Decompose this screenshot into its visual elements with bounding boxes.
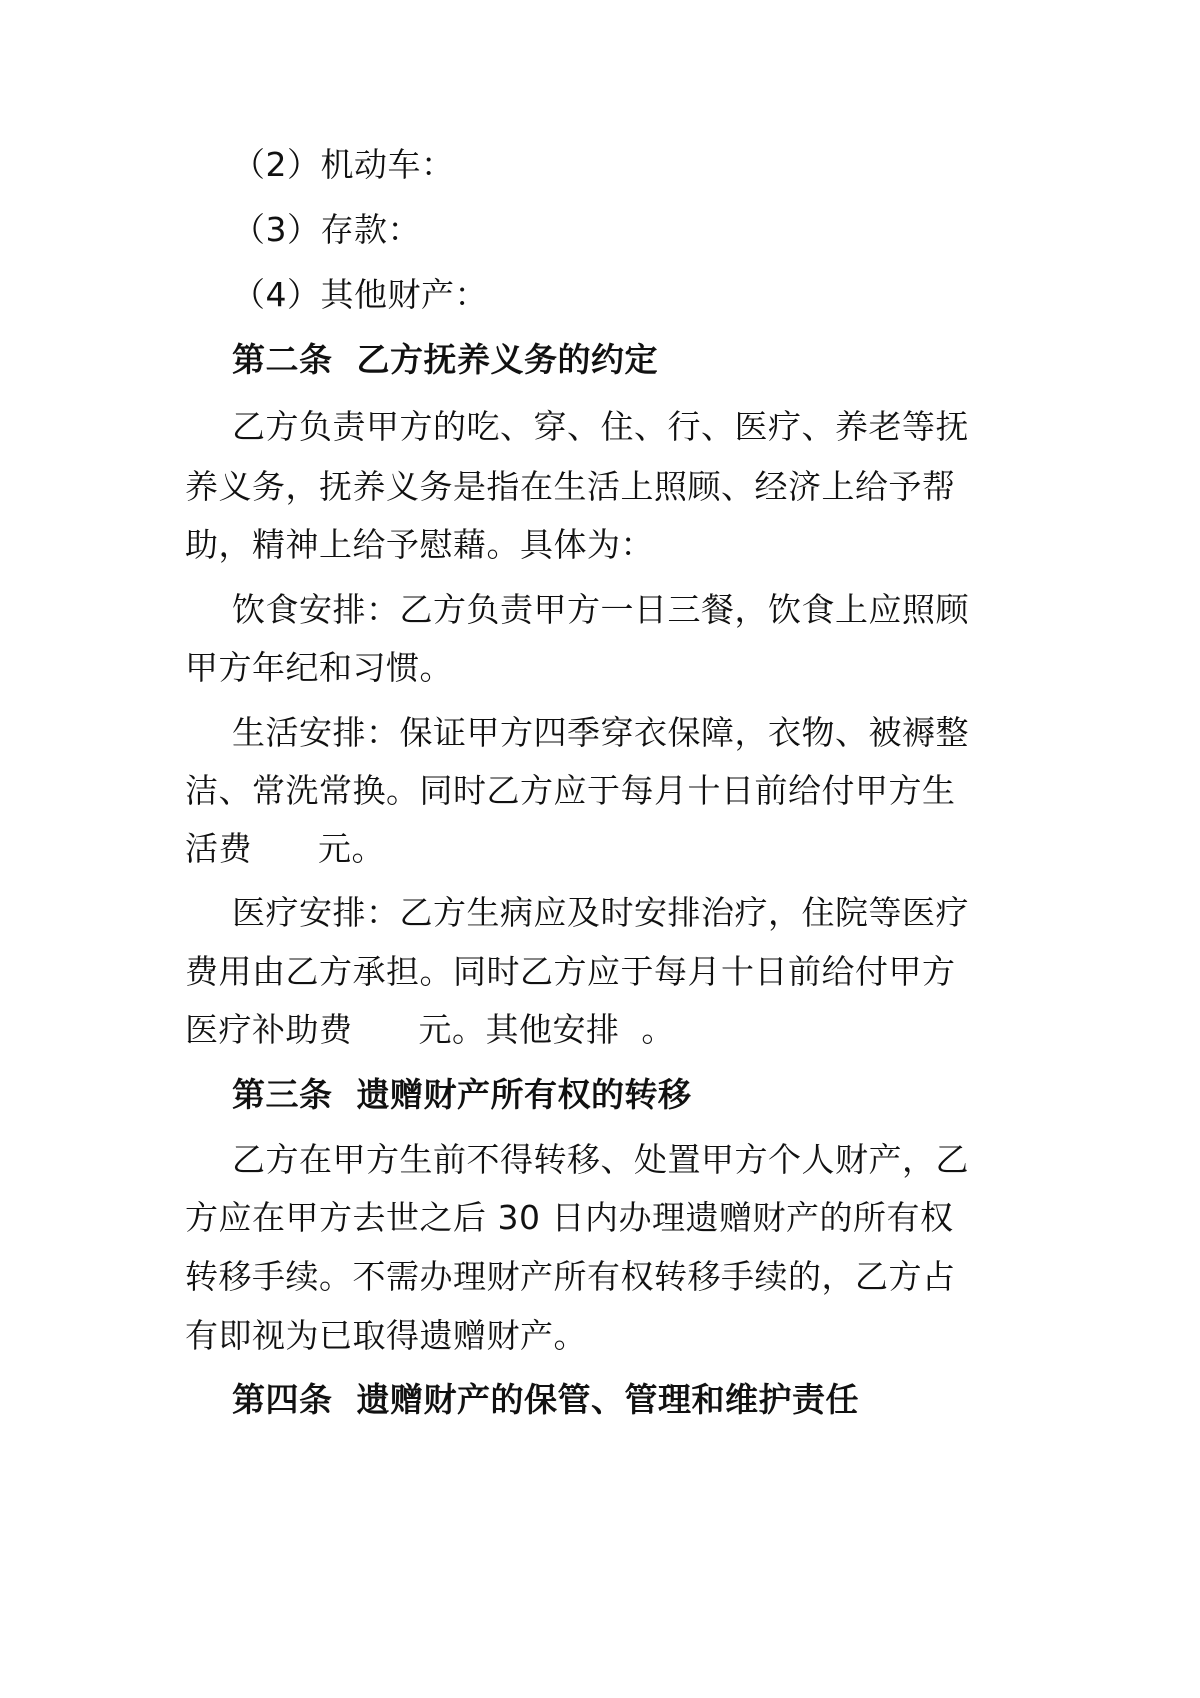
living-arrangement-line: 洁、常洗常换。同时乙方应于每月十日前给付甲方生 [185, 771, 956, 810]
article-3-body-line: 方应在甲方去世之后 30 日内办理遗赠财产的所有权 [185, 1198, 954, 1237]
item-deposits: （3）存款： [232, 210, 421, 249]
item-other-property: （4）其他财产： [232, 275, 488, 314]
article-4-heading: 第四条 遗赠财产的保管、管理和维护责任 [232, 1380, 859, 1419]
article-3-body-line: 转移手续。不需办理财产所有权转移手续的，乙方占 [185, 1257, 956, 1296]
article-2-intro-line: 助，精神上给予慰藉。具体为： [185, 525, 654, 564]
diet-arrangement-line: 饮食安排：乙方负责甲方一日三餐，饮食上应照顾 [232, 590, 969, 629]
article-3-body-line: 乙方在甲方生前不得转移、处置甲方个人财产，乙 [232, 1140, 969, 1179]
medical-arrangement-line: 医疗安排：乙方生病应及时安排治疗，住院等医疗 [232, 893, 969, 932]
living-arrangement-line: 生活安排：保证甲方四季穿衣保障，衣物、被褥整 [232, 713, 969, 752]
diet-arrangement-line: 甲方年纪和习惯。 [185, 648, 453, 687]
article-2-heading: 第二条 乙方抚养义务的约定 [232, 340, 658, 379]
living-arrangement-line: 活费 元。 [185, 829, 385, 868]
article-3-heading: 第三条 遗赠财产所有权的转移 [232, 1075, 692, 1114]
article-3-body-line: 有即视为已取得遗赠财产。 [185, 1316, 587, 1355]
article-2-intro-line: 乙方负责甲方的吃、穿、住、行、医疗、养老等抚 [232, 407, 969, 446]
medical-arrangement-line: 费用由乙方承担。同时乙方应于每月十日前给付甲方 [185, 952, 956, 991]
article-2-intro-line: 养义务，抚养义务是指在生活上照顾、经济上给予帮 [185, 467, 956, 506]
medical-arrangement-line: 医疗补助费 元。其他安排 。 [185, 1010, 675, 1049]
item-motor-vehicle: （2）机动车： [232, 145, 455, 184]
